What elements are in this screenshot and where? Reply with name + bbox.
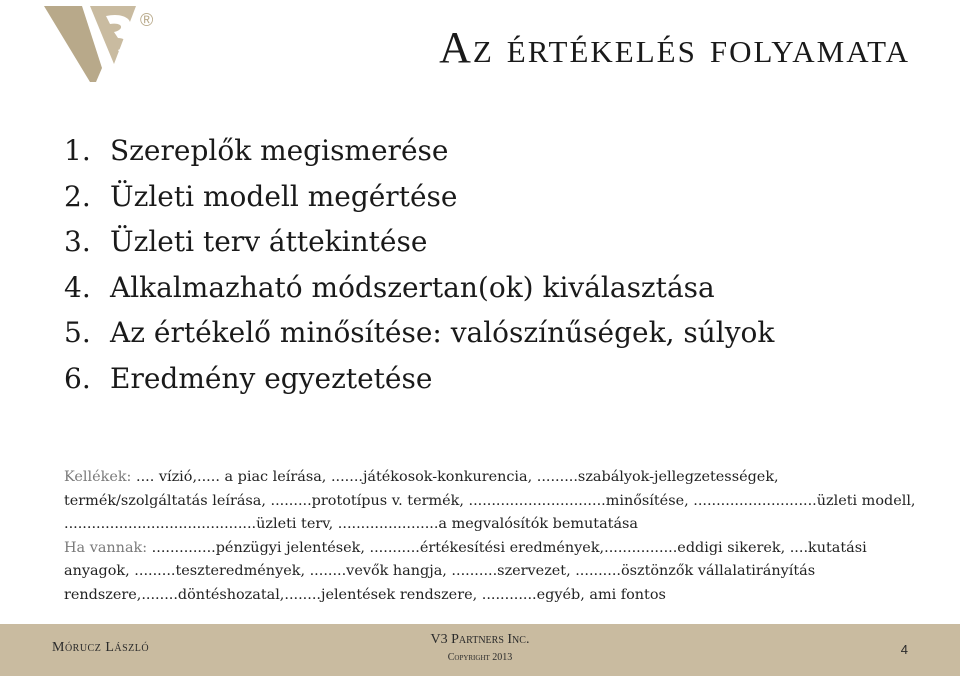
footer-copyright: Copyright 2013 [447, 652, 513, 663]
requirements-notes [64, 466, 924, 608]
step-text: Az értékelő minősítése: valószínűségek, súlyok [110, 316, 775, 349]
list-item [64, 310, 774, 356]
step-text: Szereplők megismerése [110, 134, 449, 167]
step-number: 6. [64, 361, 91, 395]
list-item [64, 219, 774, 265]
step-text: Üzleti terv áttekintése [110, 225, 428, 258]
footer-company: V3 Partners Inc. [430, 632, 530, 647]
step-number: 2. [64, 179, 91, 213]
list-item [64, 356, 774, 402]
step-text: Alkalmazható módszertan(ok) kiválasztása [110, 270, 715, 304]
havannak-paragraph [64, 537, 924, 608]
step-number: 1. [64, 134, 91, 167]
step-number: 4. [64, 270, 91, 304]
list-item [64, 265, 774, 311]
footer-bar [0, 624, 960, 676]
v3-logo [44, 6, 164, 86]
page-title: Az értékelés folyamata [439, 23, 910, 72]
havannak-label: Ha vannak: [64, 539, 148, 556]
list-item [64, 128, 774, 174]
havannak-text: ..............pénzügyi jelentések, ...........értékesítési eredmények,................eddigi sikerek, ....kutatási anyagok, .........teszteredmények, ........vevők hangja, ..........szervezet, ..........ösztönzők vállalatirányítás rendszere,........döntéshozatal,........jelentések rendszere, ............egyéb, ami fontos [64, 539, 867, 603]
kellekek-text: .... vízió,..... a piac leírása, .......játékosok-konkurencia, .........szabályok-jellegzetességek, termék/szolgáltatás leírása, .........prototípus v. termék, ..............................minősítése, ...........................üzleti modell, ..........................................üzleti terv, ......................a megvalósítók bemutatása [64, 469, 916, 533]
page-number: 4 [900, 642, 908, 657]
step-number: 3. [64, 225, 91, 258]
footer-author: Mórucz László [52, 640, 150, 655]
kellekek-label: Kellékek: [64, 469, 132, 485]
kellekek-paragraph [64, 466, 924, 537]
process-steps-list [64, 128, 774, 401]
step-text: Üzleti modell megértése [110, 179, 458, 213]
registered-mark: ® [140, 10, 154, 30]
step-number: 5. [64, 316, 91, 349]
list-item [64, 174, 774, 220]
step-text: Eredmény egyeztetése [110, 361, 433, 395]
